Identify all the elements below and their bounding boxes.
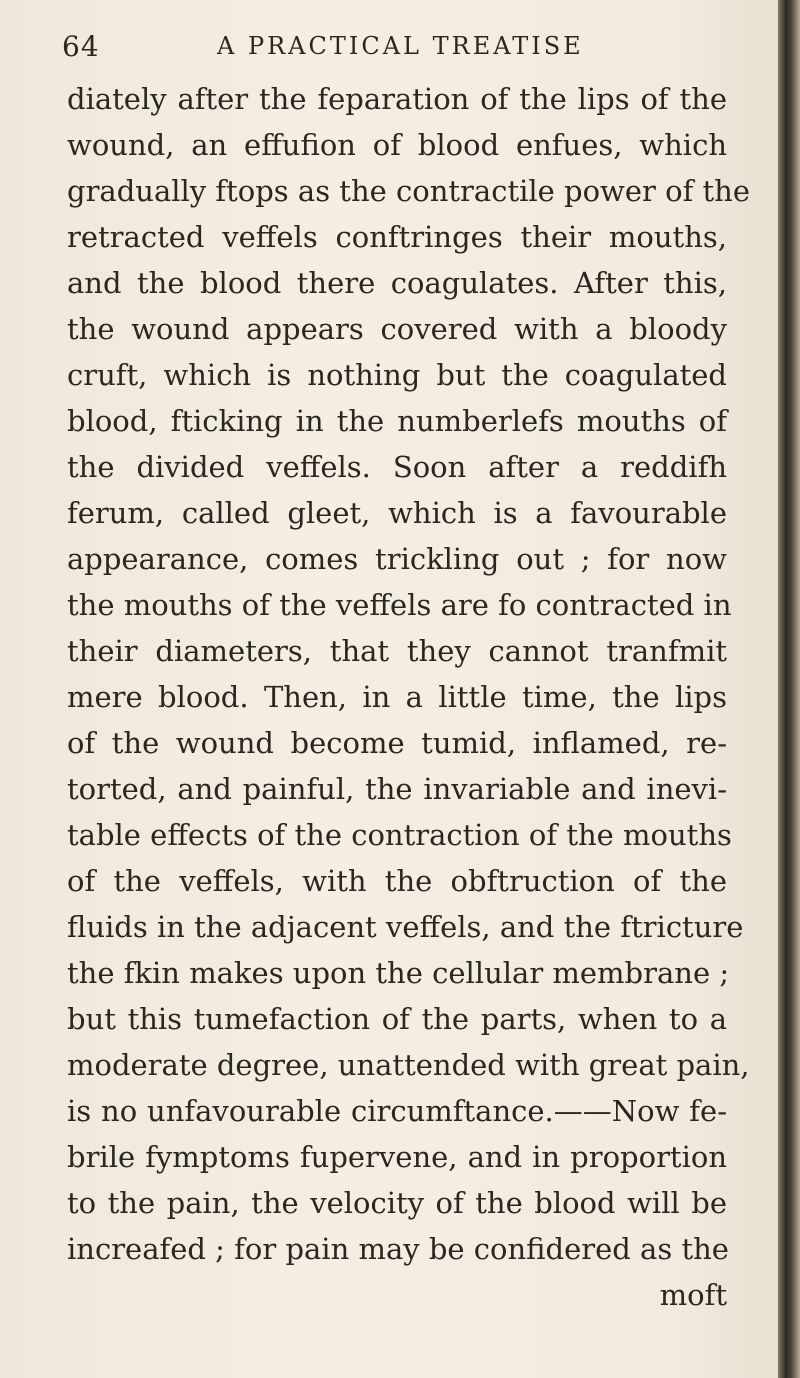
- text-line: but this tumefaction of the parts, when to a: [67, 1002, 727, 1036]
- text-line: torted, and painful, the invariable and inevi-: [67, 772, 727, 806]
- text-line: of the veffels, with the obftruction of the: [67, 864, 727, 898]
- text-line: increafed ; for pain may be confidered as the: [67, 1232, 729, 1266]
- text-line: their diameters, that they cannot tranfmit: [67, 634, 727, 668]
- text-line: mere blood. Then, in a little time, the lips: [67, 680, 727, 714]
- text-line: blood, fticking in the numberlefs mouths of: [67, 404, 727, 438]
- text-line: wound, an effufion of blood enfues, which: [67, 128, 727, 162]
- text-line: the divided veffels. Soon after a reddifh: [67, 450, 727, 484]
- text-line: moderate degree, unattended with great pain,: [67, 1048, 750, 1082]
- page-header: [62, 26, 662, 70]
- running-title: A PRACTICAL TREATISE: [217, 32, 584, 60]
- text-line: gradually ftops as the contractile power of the: [67, 174, 751, 208]
- text-line: brile fymptoms fupervene, and in proportion: [67, 1140, 727, 1174]
- text-line: and the blood there coagulates. After this,: [67, 266, 727, 300]
- book-binding-edge: [778, 0, 800, 1378]
- text-line: cruft, which is nothing but the coagulated: [67, 358, 727, 392]
- text-line: table effects of the contraction of the mouths: [67, 818, 732, 852]
- body-text: [67, 76, 751, 1318]
- text-line: the fkin makes upon the cellular membrane ;: [67, 956, 730, 990]
- text-line: the wound appears covered with a bloody: [67, 312, 727, 346]
- text-line: is no unfavourable circumftance.——Now fe-: [67, 1094, 727, 1128]
- text-line: of the wound become tumid, inflamed, re-: [67, 726, 727, 760]
- page-number: 64: [62, 30, 100, 63]
- text-line: diately after the feparation of the lips of the: [67, 82, 727, 116]
- text-line: the mouths of the veffels are fo contracted in: [67, 588, 732, 622]
- text-line: appearance, comes trickling out ; for now: [67, 542, 727, 576]
- text-line: to the pain, the velocity of the blood will be: [67, 1186, 727, 1220]
- catchword: moft: [659, 1278, 727, 1312]
- text-line: fluids in the adjacent veffels, and the ftricture: [67, 910, 744, 944]
- text-line: retracted veffels conftringes their mouths,: [67, 220, 727, 254]
- text-line: ferum, called gleet, which is a favourable: [67, 496, 727, 530]
